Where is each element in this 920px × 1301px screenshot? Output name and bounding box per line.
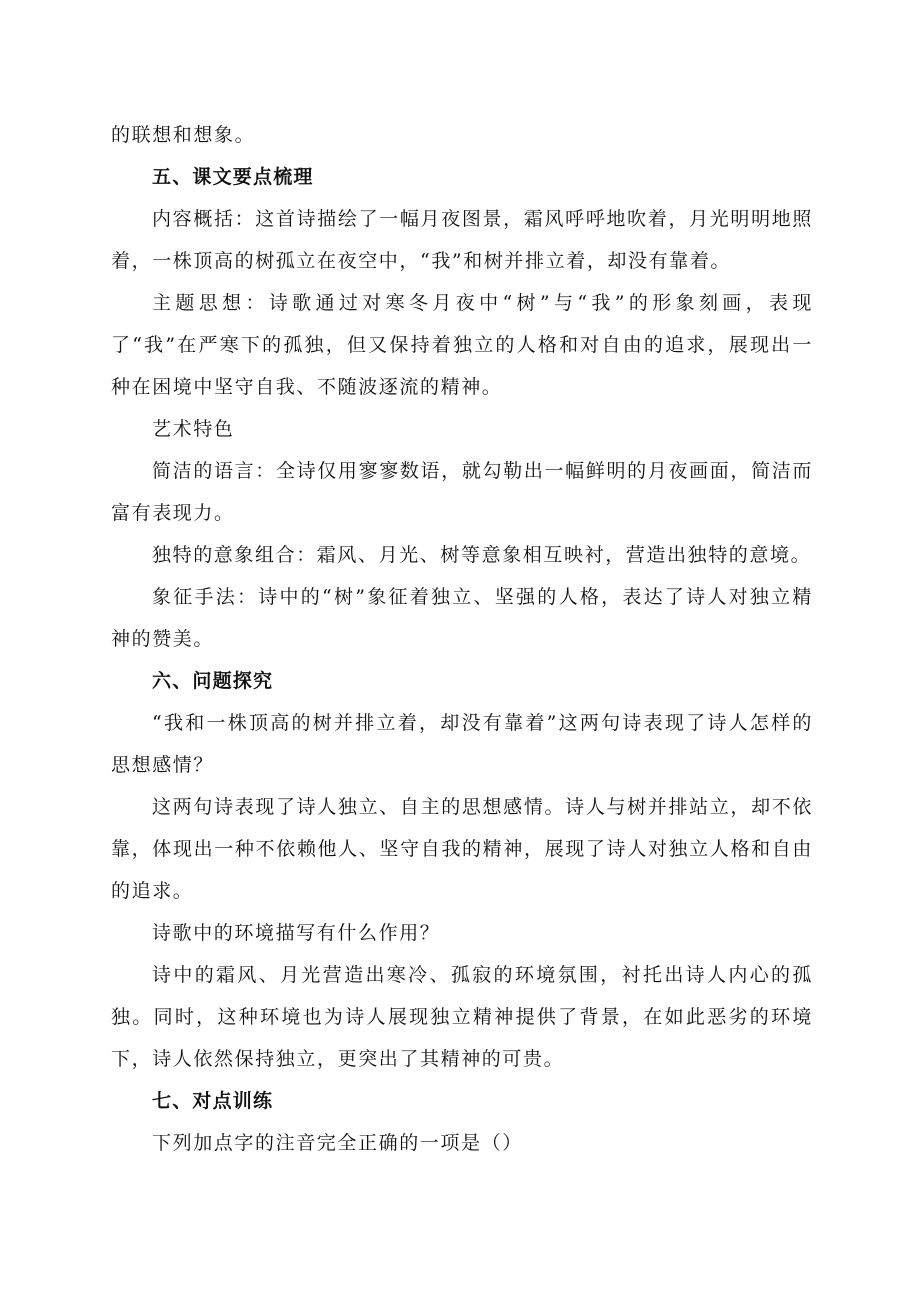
continuation-text: 的联想和想象。 — [111, 124, 256, 146]
answer-2: 诗中的霜风、月光营造出寒冷、孤寂的环境氛围，衬托出诗人内心的孤独。同时，这种环境也为诗人展现独立精神提供了背景，在如此恶劣的环境下，诗人依然保持独立，更突出了其精神的可贵。 — [111, 964, 813, 1070]
question-2: 诗歌中的环境描写有什么作用？ — [152, 922, 441, 944]
section5-heading: 五、课文要点梳理 — [152, 166, 314, 188]
exercise-question: 下列加点字的注音完全正确的一项是（） — [152, 1132, 523, 1154]
question-1: “我和一株顶高的树并排立着，却没有靠着”这两句诗表现了诗人怎样的思想感情？ — [111, 712, 813, 776]
imagery-paragraph: 独特的意象组合：霜风、月光、树等意象相互映衬，营造出独特的意境。 — [152, 544, 812, 566]
document-page — [111, 114, 813, 1164]
section7-heading: 七、对点训练 — [152, 1090, 274, 1112]
art-features-label: 艺术特色 — [152, 418, 235, 440]
theme-paragraph: 主题思想：诗歌通过对寒冬月夜中“树”与“我”的形象刻画，表现了“我”在严寒下的孤独，但又保持着独立的人格和对自由的追求，展现出一种在困境中坚守自我、不随波逐流的精神。 — [111, 292, 813, 398]
answer-1: 这两句诗表现了诗人独立、自主的思想感情。诗人与树并排站立，却不依靠，体现出一种不依赖他人、坚守自我的精神，展现了诗人对独立人格和自由的追求。 — [111, 796, 813, 902]
content-summary: 内容概括：这首诗描绘了一幅月夜图景，霜风呼呼地吹着，月光明明地照着，一株顶高的树孤立在夜空中，“我”和树并排立着，却没有靠着。 — [111, 208, 813, 272]
symbolism-paragraph: 象征手法：诗中的“树”象征着独立、坚强的人格，表达了诗人对独立精神的赞美。 — [111, 586, 813, 650]
language-paragraph: 简洁的语言：全诗仅用寥寥数语，就勾勒出一幅鲜明的月夜画面，简洁而富有表现力。 — [111, 460, 813, 524]
section6-heading: 六、问题探究 — [152, 670, 274, 692]
